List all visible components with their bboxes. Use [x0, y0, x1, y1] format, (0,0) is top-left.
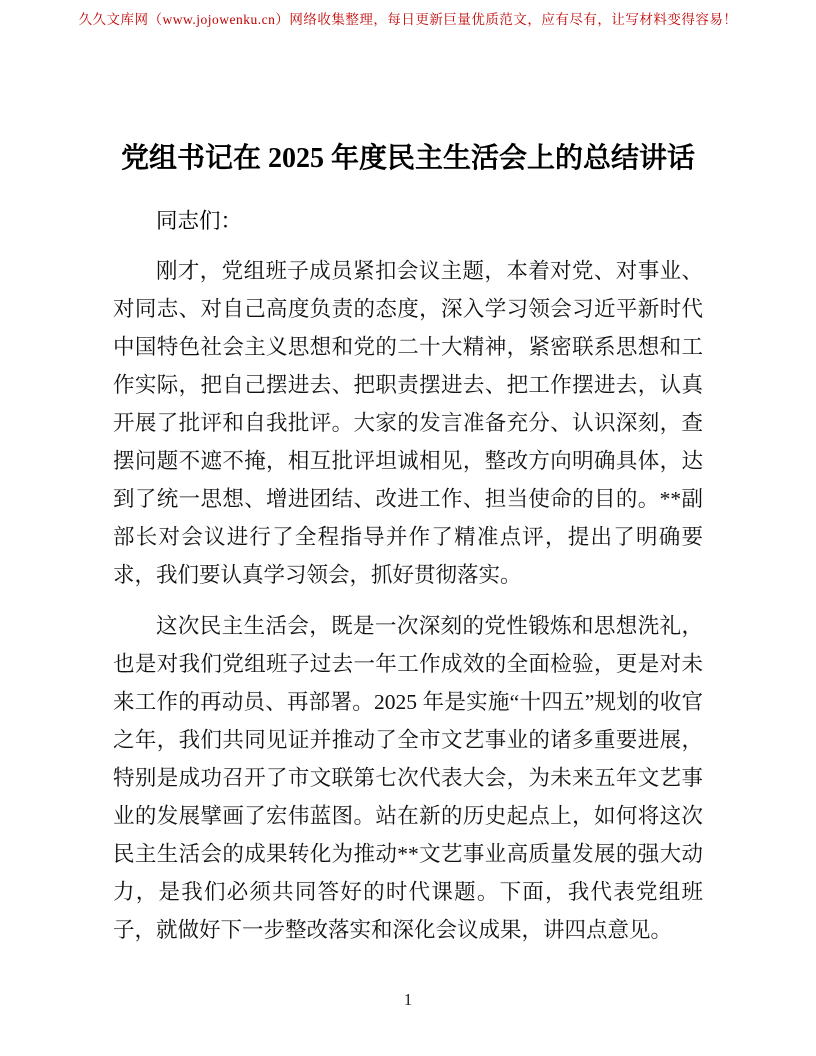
paragraph-2: 这次民主生活会，既是一次深刻的党性锻炼和思想洗礼，也是对我们党组班子过去一年工作成效的全面检验，更是对未来工作的再动员、再部署。2025 年是实施“十四五”规划的收官之年，我们共同见证并推动了全市文艺事业的诸多重要进展，特别是成功召开了市文联第七次代表大会，为未来五年文艺事业的发展擘画了宏伟蓝图。站在新的历史起点上，如何将这次民主生活会的成果转化为推动**文艺事业高质量发展的强大动力，是我们必须共同答好的时代课题。下面，我代表党组班子，就做好下一步整改落实和深化会议成果，讲四点意见。	[113, 613, 703, 942]
site-watermark-header: 久久文库网（www.jojowenku.cn）网络收集整理，每日更新巨量优质范文，应有尽有，让写材料变得容易！	[78, 12, 738, 27]
salutation: 同志们：	[156, 208, 243, 233]
document-title: 党组书记在 2025 年度民主生活会上的总结讲话	[120, 143, 695, 174]
paragraph-1: 刚才，党组班子成员紧扣会议主题，本着对党、对事业、对同志、对自己高度负责的态度，深入学习领会习近平新时代中国特色社会主义思想和党的二十大精神，紧密联系思想和工作实际，把自己摆进去、把职责摆进去、把工作摆进去，认真开展了批评和自我批评。大家的发言准备充分、认识深刻，查摆问题不遮不掩，相互批评坦诚相见，整改方向明确具体，达到了统一思想、增进团结、改进工作、担当使命的目的。**副部长对会议进行了全程指导并作了精准点评，提出了明确要求，我们要认真学习领会，抓好贯彻落实。	[113, 258, 703, 587]
document-body	[113, 140, 703, 962]
page-number: 1	[403, 990, 413, 1009]
